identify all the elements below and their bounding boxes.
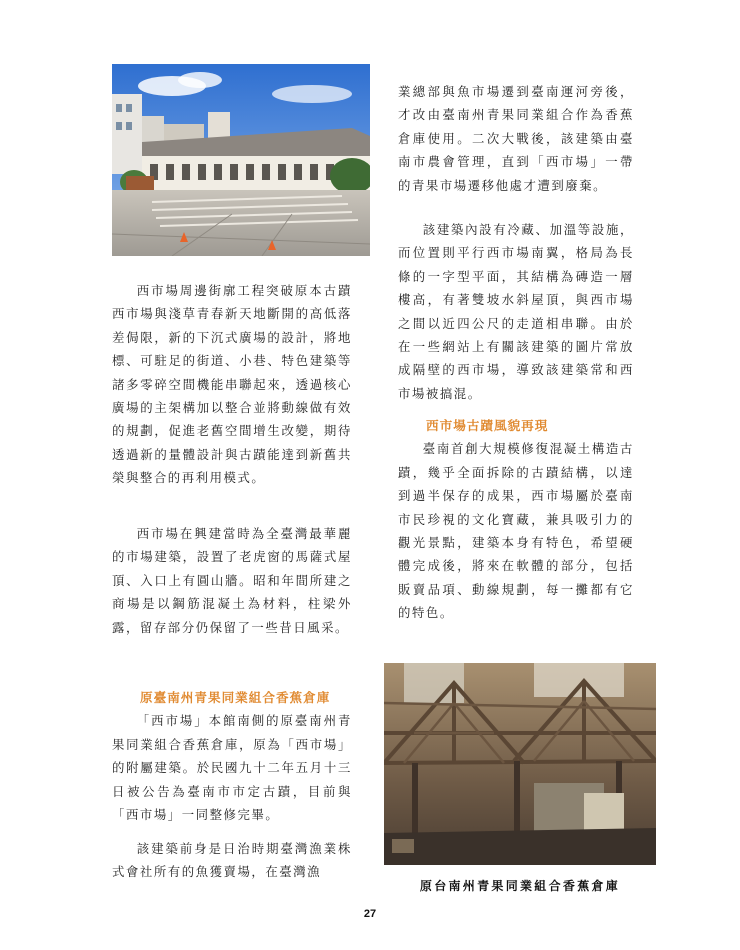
paragraph-warehouse-structure: 該建築內設有冷藏、加溫等設施，而位置則平行西市場南翼，格局為長條的一字型平面，其結構為磚造一層樓高，有著雙坡水斜屋頂，與西市場之間以近四公尺的走道相串聯。由於在一些網站上有關該建築的圖片常放成隔壁的西市場，導致該建築常和西市場被搞混。 [398,222,634,401]
photo-caption: 原台南州青果同業組合香蕉倉庫 [419,879,621,893]
left-column-4 [112,837,352,884]
page-number: 27 [363,908,377,920]
section-heading-restoration: 西市場古蹟風貌再現 [426,418,549,433]
left-column-2 [112,522,352,639]
right-column-2 [398,218,634,405]
left-column [112,279,352,490]
section-heading-banana-warehouse: 原臺南州青果同業組合香蕉倉庫 [140,690,331,705]
paragraph-market-history: 西市場在興建當時為全臺灣最華麗的市場建築，設置了老虎窗的馬薩式屋頂、入口上有圓山牆。昭和年間所建之商場是以鋼筋混凝土為材料，柱梁外露，留存部分仍保留了一些昔日風采。 [112,526,352,635]
left-column-3 [112,686,352,826]
paragraph-plaza-design: 西市場周邊街廓工程突破原本古蹟西市場與淺草青春新天地斷開的高低落差侷限，新的下沉式廣場的設計，將地標、可駐足的街道、小巷、特色建築等諸多零碎空間機能串聯起來，透過核心廣場的主架構加以整合並將動線做有效的規劃，促進老舊空間增生改變，期待透過新的量體設計與古蹟能達到新舊共榮與整合的再利用模式。 [112,283,352,486]
right-column-3 [398,414,634,625]
plaza-photo [112,64,370,256]
paragraph-warehouse-intro: 「西市場」本館南側的原臺南州青果同業組合香蕉倉庫，原為「西市場」的附屬建築。於民國九十二年五月十三日被公告為臺南市市定古蹟，目前與「西市場」一同整修完畢。 [112,713,352,823]
right-column [398,80,634,197]
paragraph-restoration: 臺南首創大規模修復混凝土構造古蹟，幾乎全面拆除的古蹟結構，以達到過半保存的成果，西市場屬於臺南市民珍視的文化寶藏，兼具吸引力的觀光景點，建築本身有特色，希望硬體完成後，將來在軟體的部分，包括販賣品項、動線規劃，每一攤都有它的特色。 [398,441,634,621]
warehouse-interior-photo [384,663,656,865]
paragraph-warehouse-origin: 該建築前身是日治時期臺灣漁業株式會社所有的魚獲賣場，在臺灣漁 [112,841,352,880]
paragraph-warehouse-later-use: 業總部與魚市場遷到臺南運河旁後，才改由臺南州青果同業組合作為香蕉倉庫使用。二次大戰後，該建築由臺南市農會管理，直到「西市場」一帶的青果市場遷移他處才遭到廢棄。 [398,84,634,193]
